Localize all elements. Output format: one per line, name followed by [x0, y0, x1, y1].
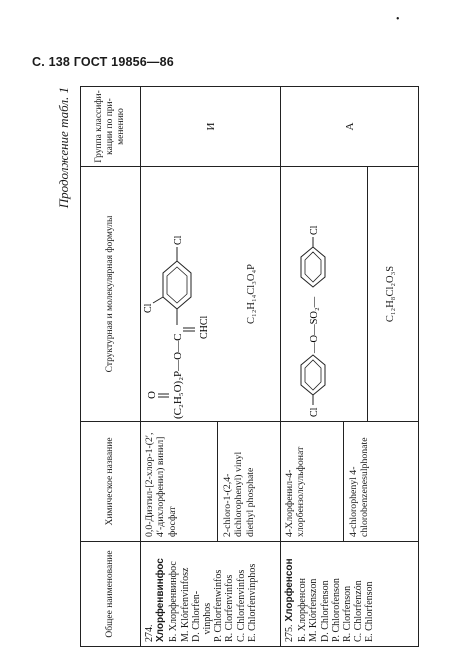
synonym-item: D. Chlorfenson: [319, 580, 331, 642]
synonym-item: P. Chlorfenwinfos: [213, 569, 225, 642]
synonym-item: Б. Хлорфенвинфос: [168, 561, 180, 642]
synonym-list: [168, 546, 258, 642]
synonym-item: C. Chlorfenvinfos: [235, 569, 247, 642]
col-header-chemical-name: Химическое название: [81, 422, 141, 542]
common-name-cell: [141, 542, 281, 647]
synonym-item: R. Clorfenson: [341, 585, 353, 642]
struct-sulfonate-bridge: —O—SO₂—: [309, 296, 320, 353]
synonym-item: vinphos: [201, 602, 213, 642]
synonym-item: E. Chlorfenson: [364, 581, 376, 642]
synonym-item: М. Klórfenvinfosz: [179, 567, 191, 642]
corner-mark: •: [396, 14, 400, 25]
group-cell: А: [281, 87, 419, 167]
chemical-name-en: 2-chloro-1-(2,4-dichlorophenyl) vinyl diethyl phosphate: [222, 451, 256, 537]
synonym-item: P. Chlorofenson: [330, 578, 342, 642]
chemical-name-ru: 4-Хлорфенил-4-хлорбензолсульфонат: [284, 446, 307, 537]
struct-oxygen: O: [146, 391, 158, 399]
struct-cl-right: Cl: [309, 225, 320, 235]
rotated-table-sheet: [56, 87, 418, 647]
entry-title: Хлорфенвинфос: [155, 558, 167, 642]
chemical-name-cell: [141, 422, 281, 542]
entry-title: Хлорфенсон: [284, 558, 295, 622]
struct-phosphate-chain: (C₂H₅O)₂P—O—C: [172, 333, 184, 419]
entry-number: 274.: [144, 624, 155, 642]
synonym-list: [297, 546, 375, 642]
entry-number: 275.: [284, 624, 295, 642]
chemical-name-cell: [281, 422, 419, 542]
struct-cl-ortho: Cl: [143, 303, 154, 313]
col-header-common-name: Общее наименование: [81, 542, 141, 647]
struct-cl-left: Cl: [309, 407, 320, 417]
synonym-item: E. Chlorfenvinphos: [246, 563, 258, 642]
synonym-item: C. Chlorfenzón: [353, 580, 365, 642]
structure-cell: [281, 167, 419, 422]
chemical-name-en: 4-chlorophenyl 4-chlorobenzenesulphonate: [348, 437, 371, 537]
chemical-name-ru: 0,0-Диэтил-[2-хлор-1-(2′, 4′-дихлорфенил) винил] фосфат: [144, 432, 178, 537]
synonym-item: D. Chlorfen-: [190, 590, 202, 642]
structural-formula-chlorfenson: [281, 168, 351, 421]
common-name-cell: [281, 542, 419, 647]
page-header: С. 138 ГОСТ 19856—86: [32, 55, 174, 69]
struct-chcl: CHCl: [199, 315, 210, 339]
cell-divider: [217, 422, 218, 541]
table-header-row: [81, 87, 141, 647]
cell-divider: [367, 167, 368, 421]
molecular-formula: C₁₂H₁₄Cl₃O₄P: [246, 264, 257, 324]
col-header-group: Группа классифи-кации по при-менению: [81, 87, 141, 167]
struct-cl-para: Cl: [173, 235, 184, 245]
substance-table: [80, 86, 419, 647]
group-cell: И: [141, 87, 281, 167]
structural-formula-chlorfenvinphos: [141, 168, 237, 421]
synonym-item: Б. Хлорфенсон: [297, 577, 309, 642]
table-row: [281, 87, 419, 647]
structure-cell: [141, 167, 281, 422]
synonym-item: М. Klórfenszon: [308, 578, 320, 642]
molecular-formula: C₁₂H₈Cl₂O₃S: [385, 265, 396, 323]
cell-divider: [343, 422, 344, 541]
col-header-formula: Структурная и молекулярная формулы: [81, 167, 141, 422]
table-row: [141, 87, 281, 647]
table-continued-caption: Продолжение табл. 1: [56, 87, 71, 209]
synonym-item: R. Clorfenvinfos: [224, 574, 236, 642]
